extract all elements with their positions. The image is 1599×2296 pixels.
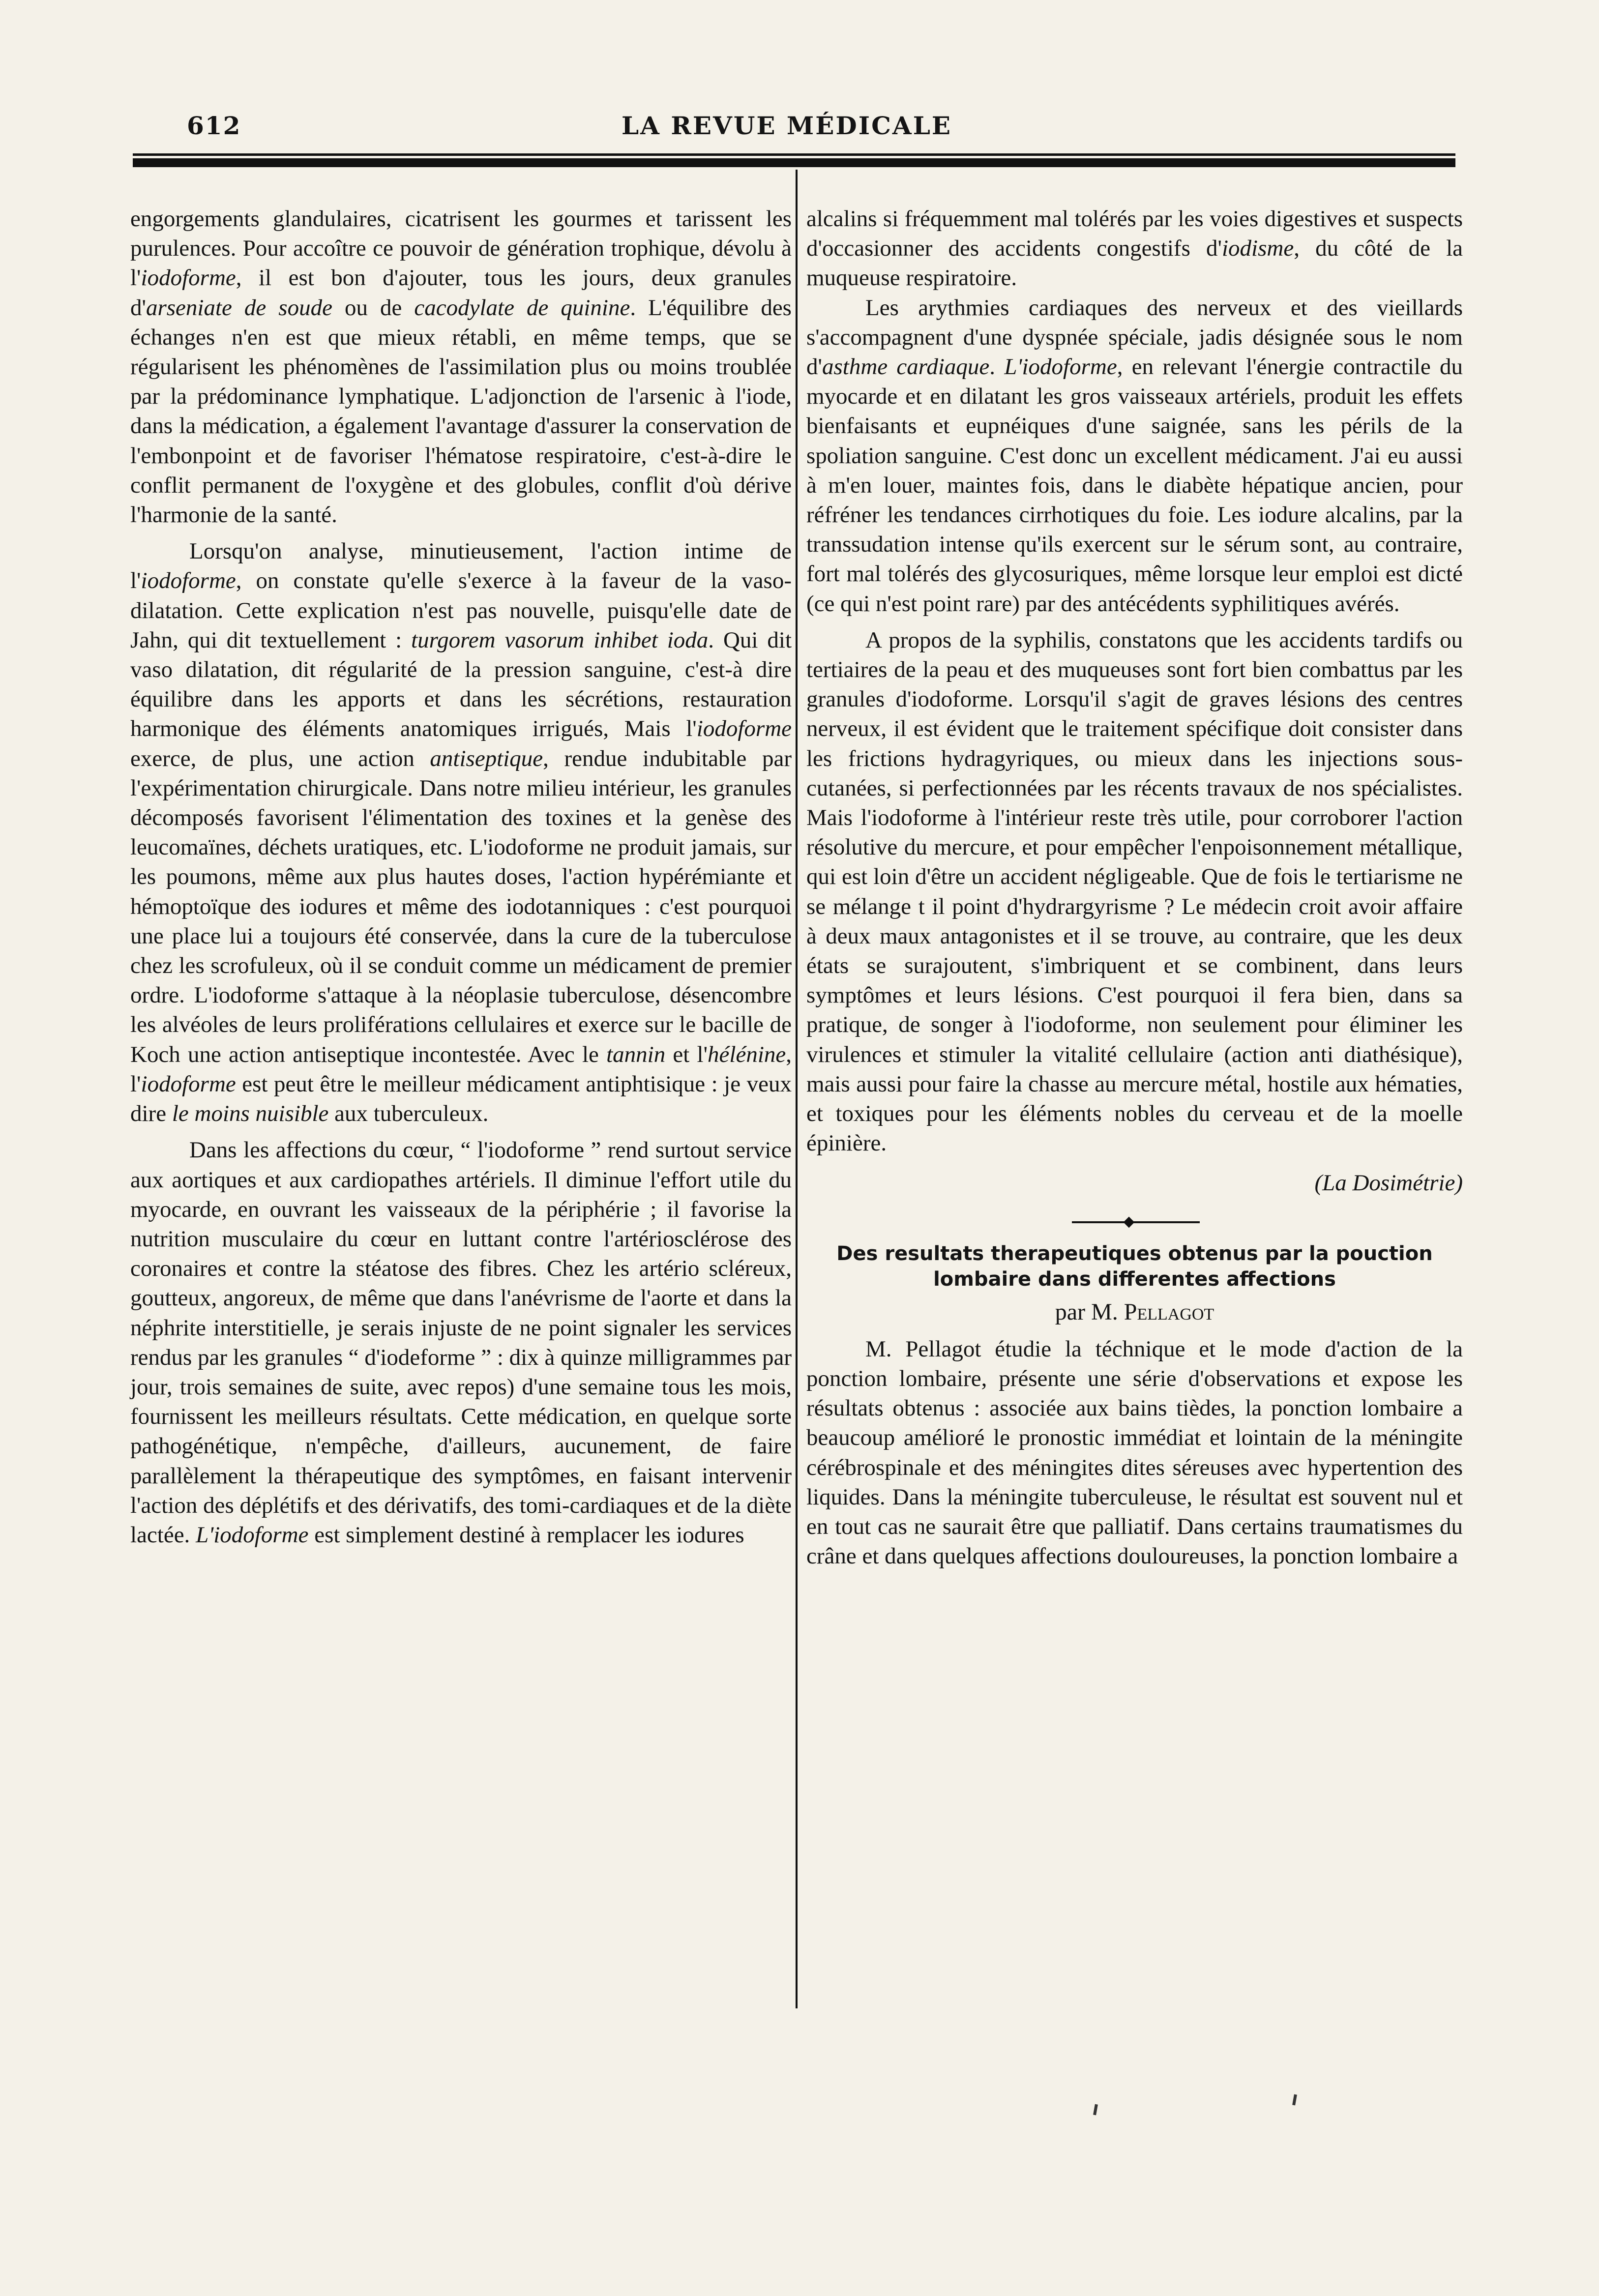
running-head: LA REVUE MÉDICALE [622,111,952,140]
column-separator [796,170,798,2008]
source-attribution: (La Dosimétrie) [1314,1170,1463,1196]
paragraph: M. Pellagot étudie la téchnique et le mode d'action de la ponction lombaire, présente une série d'observations et expose les résultats obtenus : associée aux bains tièdes, la ponction lombaire a beaucoup amélioré le pronostic immédiat et lointain de la méningite cérébrospinale et des méningites dites séreuses avec hypertention des liquides. Dans la méningite tuberculeuse, le résultat est souvent nul et en tout cas ne saurait être que palliatif. Dans certains traumatismes du crâne et dans quelques affections douloureuses, la ponction lombaire a [806,1336,1463,1569]
page-number: 612 [187,111,241,140]
paragraph: A propos de la syphilis, constatons que les accidents tardifs ou tertiaires de la peau et des muqueuses sont fort bien combattus par les granules d'iodoforme. Lorsqu'il s'agit de graves lésions des centres nerveux, il est évident que le traitement spécifique doit consister dans les frictions hydragyriques, ou mieux dans les injections sous-cutanées, si perfectionnées par les récents travaux de nos spécialistes. Mais l'iodoforme à l'intérieur reste très utile, pour corroborer l'action résolutive du mercure, et pour empêcher l'enpoisonnement métallique, qui est loin d'être un accident négligeable. Que de fois le tertiarisme ne se mélange t il point d'hydrargyrisme ? Le médecin croit avoir affaire à deux maux antagonistes et il se trouve, au contraire, que les deux états se surajoutent, s'imbriquent et se combinent, dans leurs symptômes et leurs lésions. C'est pourquoi il fera bien, dans sa pratique, de songer à l'iodoforme, non seulement pour éliminer les virulences et stimuler la vitalité cellulaire (action anti diathésique), mais aussi pour faire la chasse au mercure métal, hostile aux hématies, et toxiques pour les éléments nobles du cerveau et de la moelle épinière. [806,627,1463,1156]
margin-mark [1292,2094,1297,2106]
paragraph: engorgements glandulaires, cicatrisent les gourmes et tarissent les purulences. Pour accoître ce pouvoir de génération trophique, dévolu à l'iodoforme, il est bon d'ajouter, tous les jours, deux granules d'arseniate de soude ou de cacodylate de quinine. L'équilibre des échanges n'en est que mieux rétabli, en même temps, que se régularisent les phénomènes de l'assimilation plus ou moins troublée par la prédominance lymphatique. L'adjonction de l'arsenic à l'iode, dans la médication, a également l'avantage d'assurer la conservation de l'embonpoint et de favoriser l'hématose respiratoire, c'est-à-dire le conflit permanent de l'oxygène et des globules, conflit d'où dérive l'harmonie de la santé. [130,206,792,528]
paragraph: alcalins si fréquemment mal tolérés par les voies digestives et suspects d'occasionner des accidents congestifs d'iodisme, du côté de la muqueuse respiratoire. [806,206,1463,291]
margin-mark [1093,2104,1098,2116]
article-byline: par M. Pellagot [1055,1298,1214,1325]
left-column [130,204,792,1550]
header-rule-thin [133,153,1455,156]
article-title: Des resultats therapeutiques obtenus par la pouction lombaire dans differentes affections [836,1242,1433,1291]
ornamental-separator [806,1218,1463,1225]
paragraph: Dans les affections du cœur, “ l'iodoforme ” rend surtout service aux aortiques et aux cardiopathes artériels. Il diminue l'effort utile du myocarde, en ouvrant les vaisseaux de la périphérie ; il favorise la nutrition musculaire du cœur en luttant contre l'artériosclérose des coronaires et contre la stéatose des fibres. Chez les artério scléreux, goutteux, angoreux, de même que dans l'anévrisme de l'aorte et dans la néphrite interstitielle, je serais injuste de ne point signaler les services rendus par les granules “ d'iodeforme ” : dix à quinze milligrammes par jour, trois semaines de suite, avec repos) d'une semaine tous les mois, fournissent les meilleurs résultats. Cette médication, en quelque sorte pathogénétique, n'empêche, d'ailleurs, aucunement, de faire parallèlement la thérapeutique des symptômes, en faisant intervenir l'action des déplétifs et des dérivatifs, des tomi-cardiaques et de la diète lactée. L'iodoforme est simplement destiné à remplacer les iodures [130,1137,792,1548]
header-rule-thick [133,158,1455,167]
paragraph: Lorsqu'on analyse, minutieusement, l'action intime de l'iodoforme, on constate qu'elle s'exerce à la faveur de la vaso-dilatation. Cette explication n'est pas nouvelle, puisqu'elle date de Jahn, qui dit textuellement : turgorem vasorum inhibet ioda. Qui dit vaso dilatation, dit régularité de la pression sanguine, c'est-à dire équilibre dans les apports et dans les sécrétions, restauration harmonique des éléments anatomiques irrigués, Mais l'iodoforme exerce, de plus, une action antiseptique, rendue indubitable par l'expérimentation chirurgicale. Dans notre milieu intérieur, les granules décomposés favorisent l'élimentation des toxines et la genèse des leucomaïnes, déchets uratiques, etc. L'iodoforme ne produit jamais, sur les poumons, même aux plus hautes doses, l'action hypérémiante et hémoptoïque des iodures et même des iodotanniques : c'est pourquoi une place lui a toujours été conservée, dans la cure de la tuberculose chez les scrofuleux, où il se conduit comme un médicament de premier ordre. L'iodoforme s'attaque à la néoplasie tuberculose, désencombre les alvéoles de leurs proliférations cellulaires et exerce sur le bacille de Koch une action antiseptique incontestée. Avec le tannin et l'hélénine, l'iodoforme est peut être le meilleur médicament antiphtisique : je veux dire le moins nuisible aux tuberculeux. [130,538,792,1127]
right-column [806,204,1463,1571]
paragraph: Les arythmies cardiaques des nerveux et des vieillards s'accompagnent d'une dyspnée spéciale, jadis désignée sous le nom d'asthme cardiaque. L'iodoforme, en relevant l'énergie contractile du myocarde et en dilatant les gros vaisseaux artériels, produit les effets bienfaisants et eupnéiques d'une saignée, sans les périls de la spoliation sanguine. C'est donc un excellent médicament. J'ai eu aussi à m'en louer, maintes fois, dans le diabète hépatique ancien, pour réfréner les tendances cirrhotiques du foie. Les iodure alcalins, par la transsudation intense qu'ils exercent sur le sérum sont, au contraire, fort mal tolérés des glycosuriques, même lorsque leur emploi est dicté (ce qui n'est point rare) par des antécédents syphilitiques avérés. [806,294,1463,617]
